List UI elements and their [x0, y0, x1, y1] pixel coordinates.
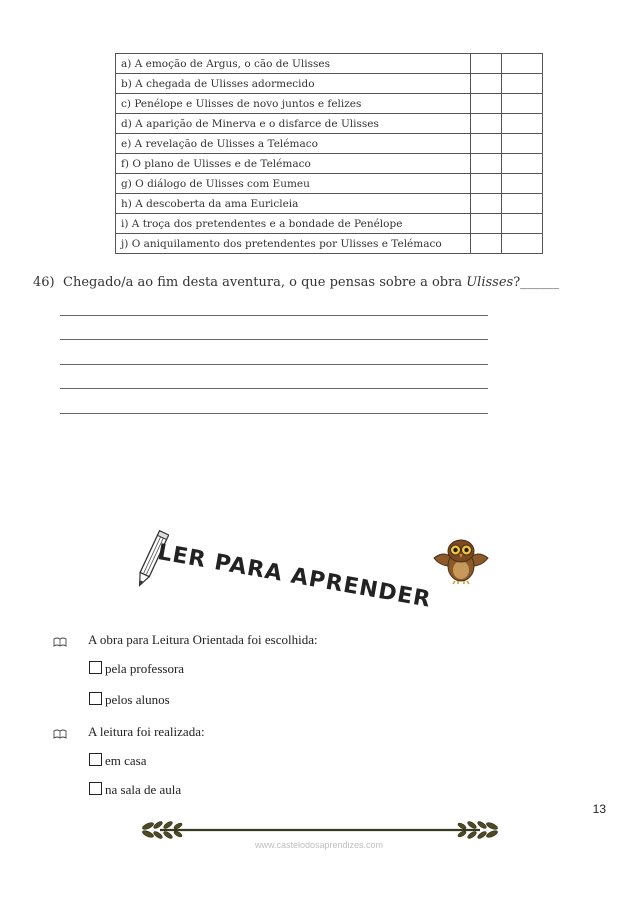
event-text: e) A revelação de Ulisses a Telémaco: [116, 134, 471, 154]
question-number: 46): [33, 275, 55, 290]
order-cell[interactable]: [471, 194, 502, 214]
order-cell[interactable]: [502, 74, 543, 94]
order-cell[interactable]: [502, 114, 543, 134]
event-text: f) O plano de Ulisses e de Telémaco: [116, 154, 471, 174]
answer-line[interactable]: [60, 315, 488, 316]
question-text: Chegado/a ao fim desta aventura, o que pensas sobre a obra: [63, 275, 467, 290]
order-cell[interactable]: [502, 234, 543, 254]
event-text: d) A aparição de Minerva e o disfarce de Ulisses: [116, 114, 471, 134]
option-label: em casa: [105, 753, 147, 768]
order-cell[interactable]: [502, 54, 543, 74]
events-table: [115, 53, 543, 254]
table-row: [116, 114, 543, 134]
table-row: [116, 94, 543, 114]
order-cell[interactable]: [471, 134, 502, 154]
vine-divider-icon: [140, 820, 500, 840]
order-cell[interactable]: [502, 194, 543, 214]
order-cell[interactable]: [471, 94, 502, 114]
event-text: b) A chegada de Ulisses adormecido: [116, 74, 471, 94]
order-cell[interactable]: [471, 114, 502, 134]
checkbox-icon[interactable]: [89, 753, 102, 766]
owl-icon: [430, 536, 492, 586]
answer-line[interactable]: [60, 413, 488, 414]
book-icon: [53, 729, 67, 739]
question-46: [33, 275, 559, 290]
option-pela-professora[interactable]: [89, 661, 184, 677]
event-text: i) A troça dos pretendentes e a bondade de Penélope: [116, 214, 471, 234]
event-text: a) A emoção de Argus, o cão de Ulisses: [116, 54, 471, 74]
order-cell[interactable]: [471, 174, 502, 194]
checkbox-icon[interactable]: [89, 782, 102, 795]
section-heading: LER PARA APRENDER: [155, 540, 433, 613]
table-row: [116, 54, 543, 74]
page-number: 13: [592, 802, 606, 816]
table-row: [116, 154, 543, 174]
table-row: [116, 234, 543, 254]
option-label: na sala de aula: [105, 782, 182, 797]
event-text: c) Penélope e Ulisses de novo juntos e felizes: [116, 94, 471, 114]
event-text: h) A descoberta da ama Euricleia: [116, 194, 471, 214]
answer-line[interactable]: [60, 339, 488, 340]
option-na-sala-de-aula[interactable]: [89, 782, 181, 798]
table-row: [116, 134, 543, 154]
order-cell[interactable]: [471, 154, 502, 174]
question-work-title: Ulisses: [466, 275, 514, 290]
order-cell[interactable]: [502, 214, 543, 234]
order-cell[interactable]: [471, 54, 502, 74]
question-suffix: ?______: [513, 275, 560, 290]
order-cell[interactable]: [471, 74, 502, 94]
option-em-casa[interactable]: [89, 753, 147, 769]
event-text: g) O diálogo de Ulisses com Eumeu: [116, 174, 471, 194]
checkbox-icon[interactable]: [89, 661, 102, 674]
order-cell[interactable]: [502, 174, 543, 194]
table-row: [116, 174, 543, 194]
table-row: [116, 74, 543, 94]
table-row: [116, 214, 543, 234]
event-text: j) O aniquilamento dos pretendentes por Ulisses e Telémaco: [116, 234, 471, 254]
order-cell[interactable]: [502, 134, 543, 154]
option-label: pelos alunos: [105, 692, 170, 707]
checkbox-icon[interactable]: [89, 692, 102, 705]
option-label: pela professora: [105, 661, 185, 676]
answer-line[interactable]: [60, 364, 488, 365]
order-cell[interactable]: [502, 154, 543, 174]
book-icon: [53, 637, 67, 647]
order-cell[interactable]: [471, 234, 502, 254]
footer-url: www.castelodosaprendizes.com: [254, 840, 384, 850]
answer-line[interactable]: [60, 388, 488, 389]
section2-label: A leitura foi realizada:: [88, 724, 205, 739]
order-cell[interactable]: [471, 214, 502, 234]
order-cell[interactable]: [502, 94, 543, 114]
table-row: [116, 194, 543, 214]
section1-label: A obra para Leitura Orientada foi escolhida:: [88, 632, 318, 647]
option-pelos-alunos[interactable]: [89, 692, 170, 708]
